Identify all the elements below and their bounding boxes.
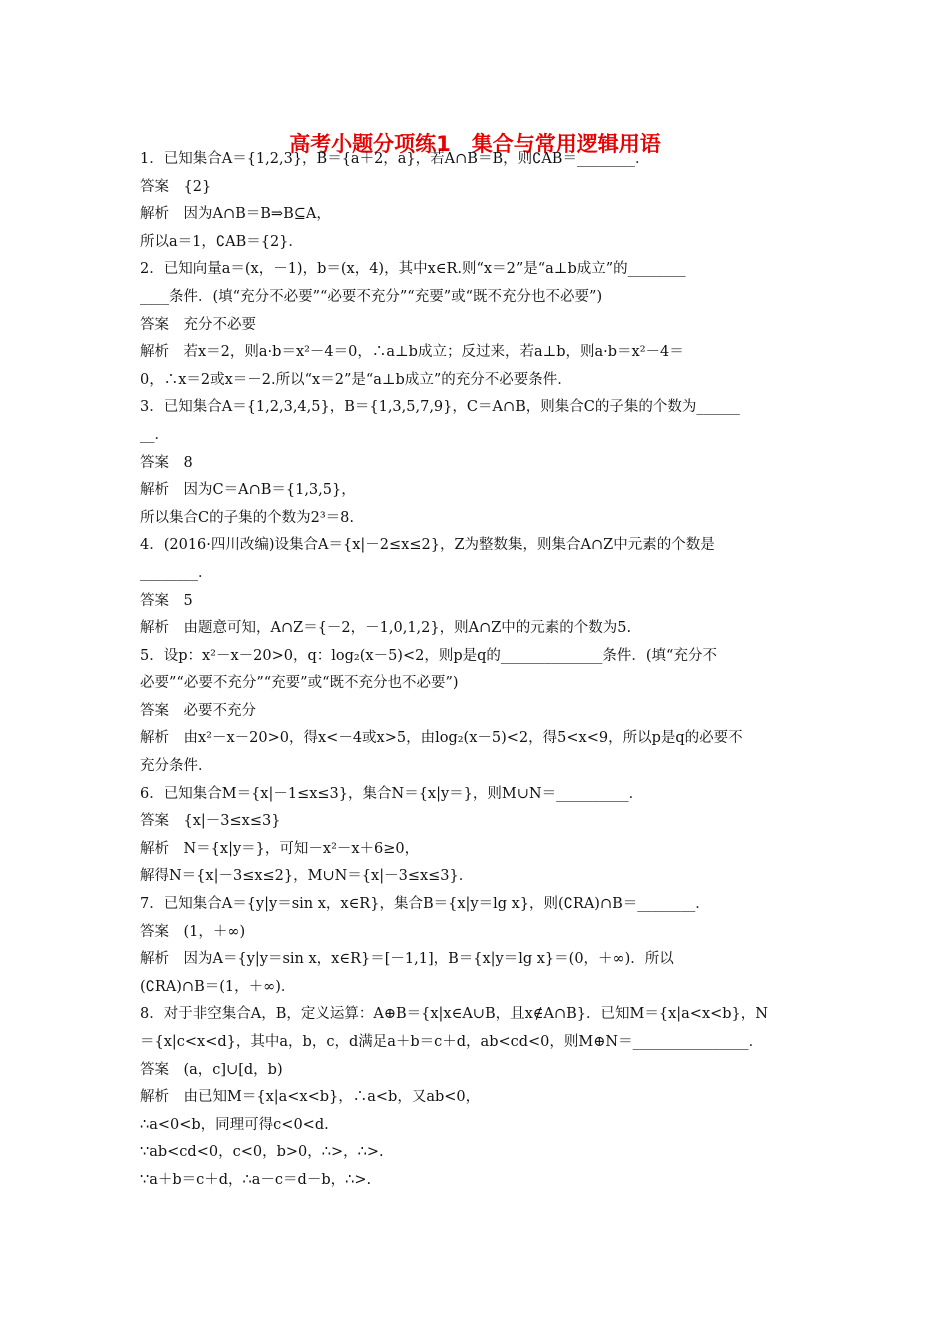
text-line: 答案 (1，＋∞) [140,923,246,940]
text-line: ________． [140,564,213,581]
text-line: 7．已知集合A＝{y|y＝sin x，x∈R}，集合B＝{x|y＝lg x}，则(∁RA)∩B＝________． [140,896,710,913]
text-line: 5．设p：x²－x－20>0，q：log₂(x－5)<2，则p是q的______________条件．(填“充分不 [140,647,717,664]
document-body [140,146,812,1195]
text-line: 解析 因为A∩B＝B⇒B⊆A， [140,206,331,223]
text-line: 充分条件． [140,758,213,775]
text-line: 答案 {x|－3≤x≤3} [140,813,281,830]
text-line: 解析 因为C＝A∩B＝{1,3,5}， [140,482,356,499]
text-line: ____条件．(填“充分不必要”“必要不充分”“充要”或“既不充分也不必要”) [140,288,603,305]
document-title: 高考小题分项练1 集合与常用逻辑用语 [289,132,661,156]
text-line: 解析 N＝{x|y＝}，可知－x²－x＋6≥0， [140,840,420,857]
text-line: 答案 8 [140,454,193,471]
text-line: ∵ab<cd<0，c<0，b>0，∴>，∴>. [140,1144,384,1161]
text-line: 解析 由题意可知，A∩Z＝{－2，－1,0,1,2}，则A∩Z中的元素的个数为5. [140,620,632,637]
text-line: 答案 (a，c]∪[d，b) [140,1061,283,1078]
text-line: 8．对于非空集合A，B，定义运算：A⊕B＝{x|x∈A∪B，且x∉A∩B}．已知M＝{x|a<x<b}，N [140,1006,768,1023]
text-line: 解析 由x²－x－20>0，得x<－4或x>5，由log₂(x－5)<2，得5<x<9，所以p是q的必要不 [140,730,743,747]
text-line: 2．已知向量a＝(x，－1)，b＝(x，4)，其中x∈R.则“x＝2”是“a⊥b成立”的________ [140,261,686,278]
text-line: ∵a＋b＝c＋d，∴a－c＝d－b，∴>. [140,1171,372,1188]
text-line: 6．已知集合M＝{x|－1≤x≤3}，集合N＝{x|y＝}，则M∪N＝__________． [140,785,644,802]
text-line: 必要”“必要不充分”“充要”或“既不充分也不必要”) [140,675,459,692]
text-line: (∁RA)∩B＝(1，＋∞)． [140,978,296,995]
text-line: 4．(2016·四川改编)设集合A＝{x|－2≤x≤2}，Z为整数集，则集合A∩Z中元素的个数是 [140,537,715,554]
text-line: 3．已知集合A＝{1,2,3,4,5}，B＝{1,3,5,7,9}，C＝A∩B，则集合C的子集的个数为______ [140,399,740,416]
text-line: ＝{x|c<x<d}，其中a，b，c，d满足a＋b＝c＋d，ab<cd<0，则M⊕N＝________________． [140,1034,764,1050]
text-line: __． [140,426,169,443]
text-line: 解析 因为A＝{y|y＝sin x，x∈R}＝[－1,1]，B＝{x|y＝lg x}＝(0，＋∞)．所以 [140,951,674,968]
text-line: 答案 必要不充分 [140,702,256,719]
text-line: 所以a＝1，∁AB＝{2}． [140,233,303,250]
text-line: 0，∴x＝2或x＝－2.所以“x＝2”是“a⊥b成立”的充分不必要条件． [140,371,572,388]
text-line: 答案 {2} [140,178,212,195]
text-line: 1．已知集合A＝{1,2,3}，B＝{a＋2，a}，若A∩B＝B，则∁AB＝________． [140,151,650,167]
text-line: 解得N＝{x|－3≤x≤2}，M∪N＝{x|－3≤x≤3}． [140,868,474,885]
text-line: 解析 由已知M＝{x|a<x<b}，∴a<b，又ab<0， [140,1089,481,1106]
text-line: ∴a<0<b，同理可得c<0<d. [140,1116,329,1133]
text-line: 答案 充分不必要 [140,316,256,333]
text-line: 解析 若x＝2，则a·b＝x²－4＝0，∴a⊥b成立；反过来，若a⊥b，则a·b＝x²－4＝ [140,344,684,361]
text-line: 所以集合C的子集的个数为2³＝8. [140,509,354,526]
text-line: 答案 5 [140,592,193,609]
